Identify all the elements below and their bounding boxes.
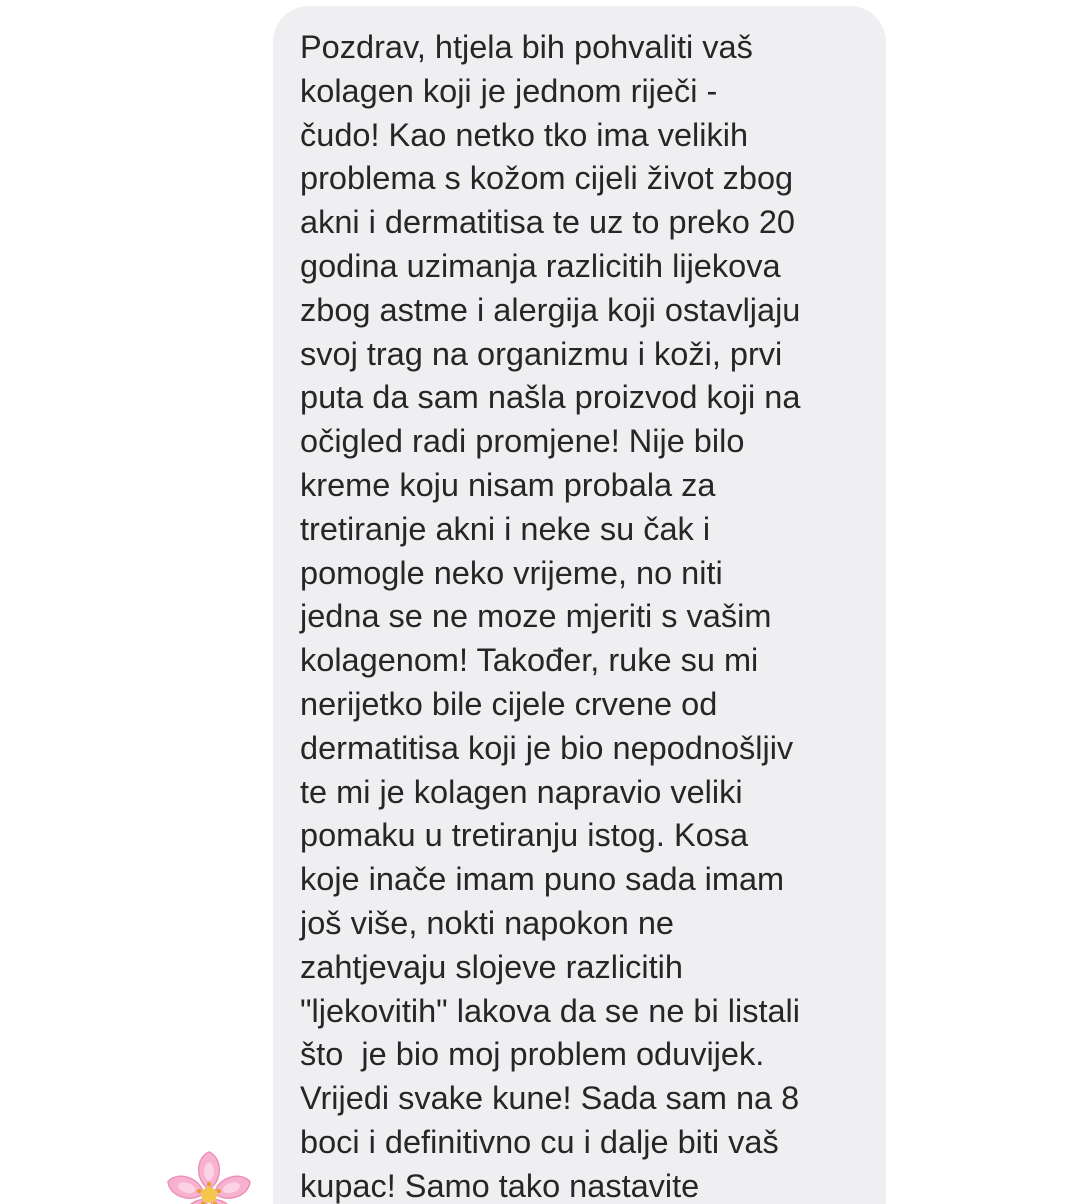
message-line: Vrijedi svake kune! Sada sam na 8 <box>300 1080 800 1117</box>
message-line: zbog astme i alergija koji ostavljaju <box>300 291 801 328</box>
message-bubble[interactable] <box>273 6 886 1204</box>
message-line: boci i definitivno cu i dalje biti vaš <box>300 1123 779 1160</box>
message-line: nerijetko bile cijele crvene od <box>300 685 718 722</box>
message-line: problema s kožom cijeli život zbog <box>300 160 794 197</box>
message-line: kolagen koji je jednom riječi - <box>300 72 718 109</box>
message-line: godina uzimanja razlicitih lijekova <box>300 247 781 284</box>
message-line: "ljekovitih" lakova da se ne bi listali <box>300 992 800 1029</box>
message-line: kreme koju nisam probala za <box>300 466 716 503</box>
message-line: tretiranje akni i neke su čak i <box>300 510 711 547</box>
message-line: koje inače imam puno sada imam <box>300 861 785 898</box>
message-line: jedna se ne moze mjeriti s vašim <box>300 598 772 635</box>
message-line: dermatitisa koji je bio nepodnošljiv <box>300 729 794 766</box>
message-line: akni i dermatitisa te uz to preko 20 <box>300 204 795 241</box>
message-line: puta da sam našla proizvod koji na <box>300 379 801 416</box>
message-line: što je bio moj problem oduvijek. <box>300 1036 765 1073</box>
message-line: kupac! Samo tako nastavite <box>300 1167 700 1204</box>
message-line: čudo! Kao netko tko ima velikih <box>300 116 749 153</box>
message-line: pomaku u tretiranju istog. Kosa <box>300 817 749 854</box>
message-line: zahtjevaju slojeve razlicitih <box>300 948 683 985</box>
message-line: još više, nokti napokon ne <box>300 904 674 941</box>
message-line: kolagenom! Također, ruke su mi <box>300 642 759 679</box>
message-text <box>300 26 866 1204</box>
message-line: te mi je kolagen napravio veliki <box>300 773 743 810</box>
message-line: svoj trag na organizmu i koži, prvi <box>300 335 783 372</box>
cherry-blossom-icon-graphic <box>160 1146 258 1204</box>
message-line: Pozdrav, htjela bih pohvaliti vaš <box>300 29 753 65</box>
message-line: pomogle neko vrijeme, no niti <box>300 554 723 591</box>
message-line: očigled radi promjene! Nije bilo <box>300 423 745 460</box>
cherry-blossom-icon[interactable] <box>160 1146 258 1204</box>
